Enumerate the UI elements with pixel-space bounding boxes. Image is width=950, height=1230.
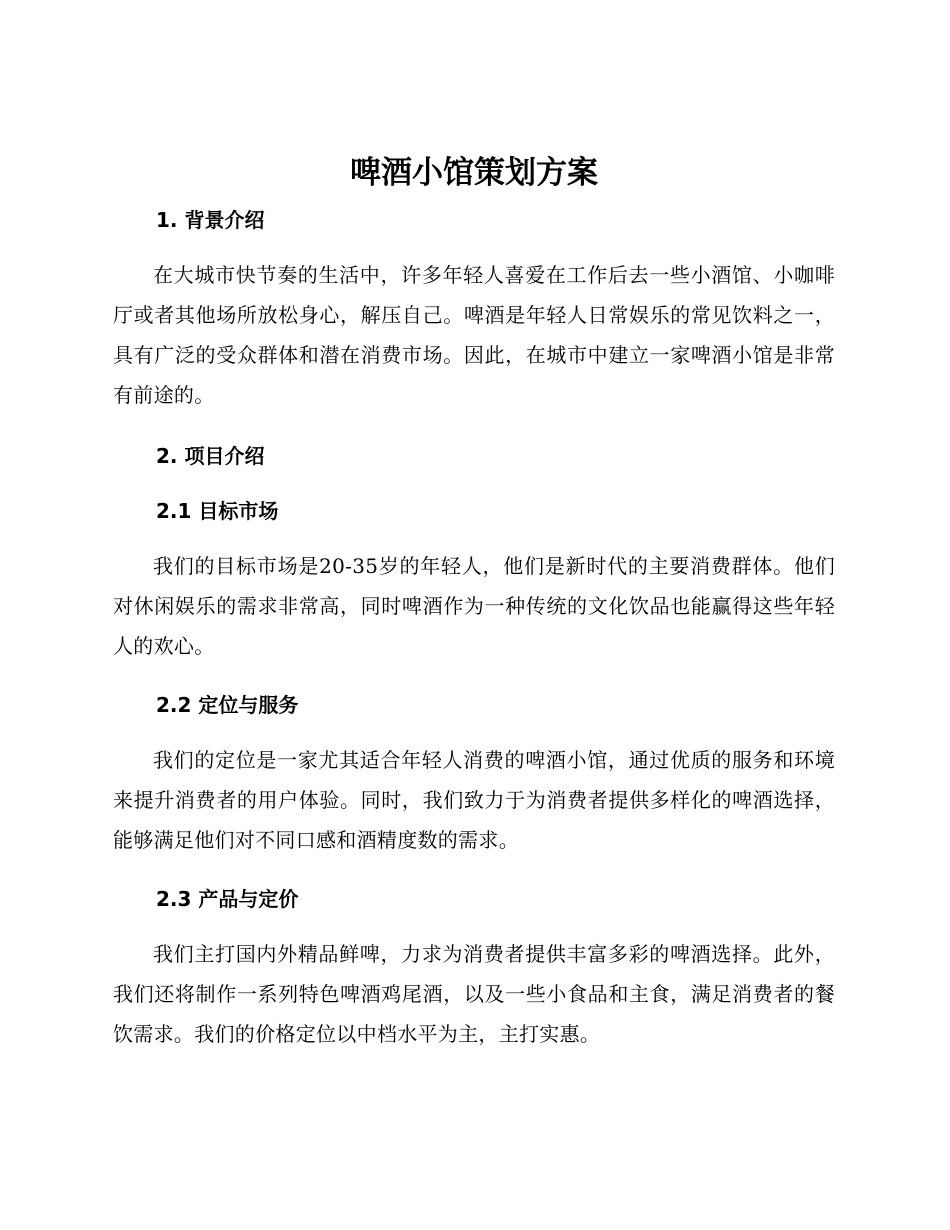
section-paragraph-products-pricing: 我们主打国内外精品鲜啤，力求为消费者提供丰富多彩的啤酒选择。此外，我们还将制作一系列特色啤酒鸡尾酒，以及一些小食品和主食，满足消费者的餐饮需求。我们的价格定位以中档水平为主，主打实惠。	[113, 942, 835, 1046]
section-paragraph-positioning: 我们的定位是一家尤其适合年轻人消费的啤酒小馆，通过优质的服务和环境来提升消费者的用户体验。同时，我们致力于为消费者提供多样化的啤酒选择，能够满足他们对不同口感和酒精度数的需求。	[113, 748, 835, 852]
document-title: 啤酒小馆策划方案	[350, 155, 598, 191]
section-paragraph-target-market: 我们的目标市场是20-35岁的年轻人，他们是新时代的主要消费群体。他们对休闲娱乐的需求非常高，同时啤酒作为一种传统的文化饮品也能赢得这些年轻人的欢心。	[113, 554, 835, 658]
section-heading-positioning: 2.2 定位与服务	[156, 693, 299, 717]
section-heading-background: 1. 背景介绍	[156, 208, 265, 232]
section-paragraph-background: 在大城市快节奏的生活中，许多年轻人喜爱在工作后去一些小酒馆、小咖啡厅或者其他场所放松身心，解压自己。啤酒是年轻人日常娱乐的常见饮料之一，具有广泛的受众群体和潜在消费市场。因此，在城市中建立一家啤酒小馆是非常有前途的。	[113, 263, 835, 407]
section-heading-products-pricing: 2.3 产品与定价	[156, 887, 299, 911]
section-heading-project: 2. 项目介绍	[156, 444, 265, 468]
section-heading-target-market: 2.1 目标市场	[156, 499, 279, 523]
